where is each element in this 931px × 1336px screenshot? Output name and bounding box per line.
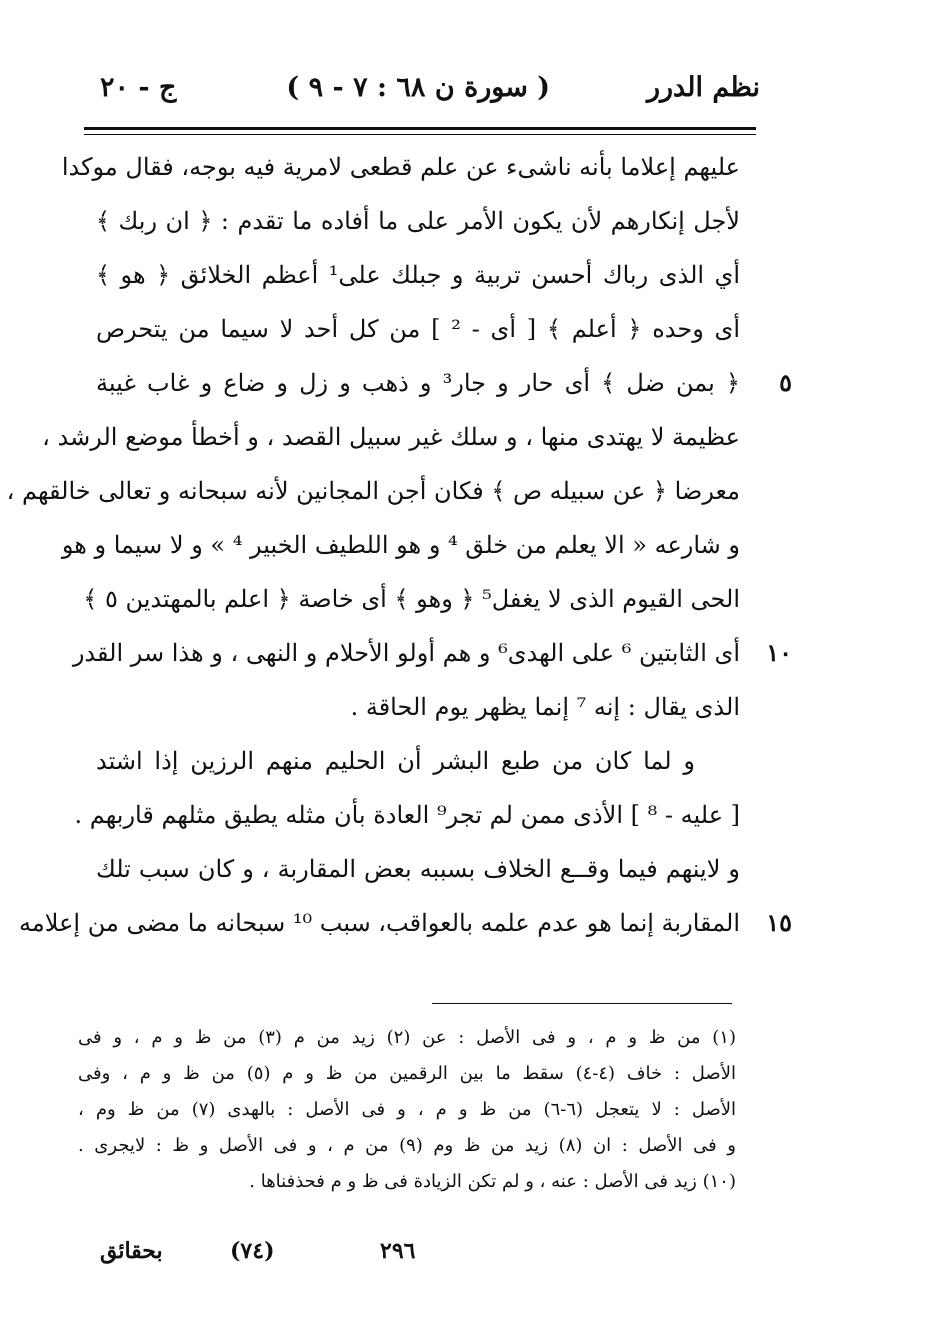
running-header (80, 72, 760, 122)
text-line-content: معرضا ﴿ عن سبيله ص ﴾ فكان أجن المجانين لأنه سبحانه و تعالى خالقهم ، (6, 477, 740, 505)
footnote-line: الأصل : لا يتعجل (٦-٦) من ظ و م ، و فى الأصل : بالهدى (٧) من ظ وم ، (78, 1099, 736, 1120)
main-text (6, 140, 792, 950)
footnotes (78, 1020, 736, 1200)
footnote-line: و فى الأصل : ان (٨) زيد من ظ وم (٩) من م ، و فى الأصل و ظ : لايجرى . (78, 1135, 737, 1156)
text-line-content: المقاربة إنما هو عدم علمه بالعواقب، سبب ¹⁰ سبحانه ما مضى من إعلامه (19, 909, 740, 937)
line-number: ٥ (779, 368, 792, 397)
text-line (96, 680, 740, 734)
text-line (6, 464, 740, 518)
sura-reference: ( سورة ن ٦٨ : ٧ - ٩ ) (286, 72, 550, 103)
header-rule (84, 127, 756, 130)
header-rule-thin (84, 134, 756, 135)
text-line-content: [ عليه - ⁸ ] الأذى ممن لم تجر⁹ العادة بأن مثله يطيق مثلهم قاربهم . (74, 801, 740, 829)
page-number: ٢٩٦ (380, 1238, 416, 1264)
book-title: نظم الدرر (646, 72, 760, 103)
page-footer (80, 1238, 760, 1278)
text-line (96, 194, 740, 248)
text-line-content: و لما كان من طبع البشر أن الحليم منهم الرزين إذا اشتد (96, 747, 695, 775)
text-line-content: الحى القيوم الذى لا يغفل⁵ ﴿ وهو ﴾ أى خاصة ﴿ اعلم بالمهتدين ٥ ﴾ (83, 585, 740, 613)
text-line-content: الذى يقال : إنه ⁷ إنما يظهر يوم الحاقة . (350, 693, 740, 721)
footnote-line: الأصل : خاف (٤-٤) سقط ما بين الرقمين من ظ و م (٥) من ظ و م ، وفى (78, 1063, 736, 1084)
catchword: بحقائق (100, 1238, 163, 1264)
text-line (96, 734, 740, 788)
text-line-content: و شارعه « الا يعلم من خلق ⁴ و هو اللطيف الخبير ⁴ » و لا سيما و هو (61, 531, 740, 559)
volume-number: ج - ٢٠ (100, 72, 177, 103)
text-line (96, 248, 740, 302)
text-line-content: أي الذى رباك أحسن تربية و جبلك على¹ أعظم الخلائق ﴿ هو ﴾ (96, 261, 740, 289)
line-number: ١٥ (766, 908, 792, 937)
text-line (42, 410, 740, 464)
text-line (61, 518, 740, 572)
text-line (19, 896, 792, 950)
text-line (96, 356, 792, 410)
text-line (74, 788, 740, 842)
text-line-content: أى وحده ﴿ أعلم ﴾ [ أى - ² ] من كل أحد لا سيما من يتحرص (96, 315, 740, 343)
text-line-content: أى الثابتين ⁶ على الهدى⁶ و هم أولو الأحلام و النهى ، و هذا سر القدر (72, 639, 740, 667)
text-line-content: عليهم إعلاما بأنه ناشىء عن علم قطعى لامرية فيه بوجه، فقال موكدا (61, 153, 740, 181)
signature-mark: (٧٤) (230, 1238, 275, 1264)
text-line-content: لأجل إنكارهم لأن يكون الأمر على ما أفاده ما تقدم : ﴿ ان ربك ﴾ (96, 207, 740, 235)
text-line (83, 572, 740, 626)
line-number: ١٠ (766, 638, 792, 667)
text-line-content: و لاينهم فيما وقــع الخلاف بسببه بعض المقاربة ، و كان سبب تلك (96, 855, 740, 883)
text-line-content: عظيمة لا يهتدى منها ، و سلك غير سبيل القصد ، و أخطأ موضع الرشد ، (42, 423, 740, 451)
text-line (96, 842, 740, 896)
footnote-line: (١٠) زيد فى الأصل : عنه ، و لم تكن الزيادة فى ظ و م فحذفناها . (249, 1171, 736, 1192)
footnote-separator (432, 1003, 732, 1004)
footnote-line: (١) من ظ و م ، و فى الأصل : عن (٢) زيد من م (٣) من ظ و م ، و فى (78, 1027, 736, 1048)
text-line (96, 302, 740, 356)
text-line (72, 626, 792, 680)
text-line-content: ﴿ بمن ضل ﴾ أى حار و جار³ و ذهب و زل و ضاع و غاب غيبة (96, 369, 740, 397)
text-line (61, 140, 740, 194)
